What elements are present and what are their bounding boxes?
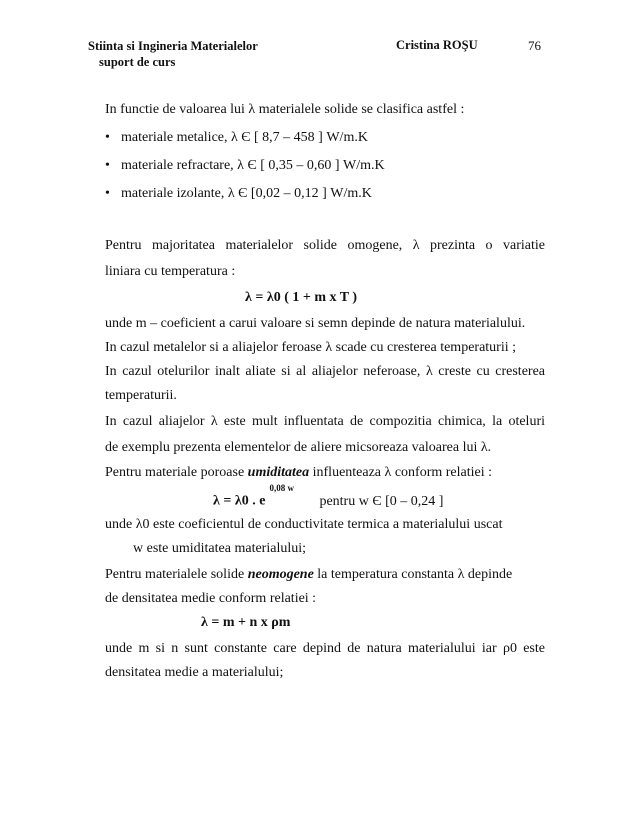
paragraph-line: unde m si n sunt constante care depind de natura materialului iar ρ0 este — [105, 641, 545, 656]
porous-prefix: Pentru materiale poroase — [105, 465, 245, 480]
intro-line: In functie de valoarea lui λ materialele solide se clasifica astfel : — [105, 102, 465, 117]
document-body — [105, 0, 545, 826]
paragraph-line: de exemplu prezenta elementelor de aliere micsoreaza valoarea lui λ. — [105, 440, 492, 455]
header-author: Cristina ROŞU — [396, 38, 478, 52]
bullet-text: materiale metalice, λ Є [ 8,7 – 458 ] W/m.K — [121, 130, 368, 145]
nonhomog-suffix: la temperatura constanta λ depinde — [317, 567, 513, 582]
formula-range: pentru w Є [0 – 0,24 ] — [319, 493, 444, 509]
bullet-icon: • — [105, 158, 110, 173]
paragraph-line: densitatea medie a materialului; — [105, 665, 284, 680]
paragraph-line — [105, 567, 545, 583]
paragraph-line: In cazul metalelor si a aliajelor feroase λ scade cu cresterea temperaturii ; — [105, 340, 517, 355]
paragraph-line: Pentru majoritatea materialelor solide omogene, λ prezinta o variatie — [105, 238, 545, 253]
paragraph-line: In cazul aliajelor λ este mult influentata de compozitia chimica, la oteluri — [105, 414, 545, 429]
formula-exponential — [213, 483, 444, 510]
paragraph-line: unde λ0 este coeficientul de conductivitate termica a materialului uscat — [105, 517, 503, 532]
paragraph-line — [105, 465, 492, 481]
porous-suffix: influenteaza λ conform relatiei : — [312, 465, 492, 480]
bullet-text: materiale izolante, λ Є [0,02 – 0,12 ] W/m.K — [121, 186, 372, 201]
formula-text: λ = λ0 ( 1 + m x T ) — [245, 290, 358, 305]
list-item — [105, 186, 372, 202]
bullet-icon: • — [105, 186, 110, 201]
page-number: 76 — [528, 38, 541, 53]
paragraph-line: unde m – coeficient a carui valoare si semn depinde de natura materialului. — [105, 316, 526, 331]
paragraph-line: de densitatea medie conform relatiei : — [105, 591, 317, 606]
list-item — [105, 158, 385, 174]
bullet-text: materiale refractare, λ Є [ 0,35 – 0,60 ] W/m.K — [121, 158, 385, 173]
nonhomog-keyword: neomogene — [247, 567, 314, 582]
formula-density — [201, 615, 290, 631]
formula-exponent: 0,08 w — [269, 483, 294, 493]
paragraph-line: temperaturii. — [105, 388, 177, 403]
formula-linear — [245, 290, 357, 306]
porous-keyword: umiditatea — [247, 465, 310, 480]
paragraph-line: liniara cu temperatura : — [105, 264, 236, 279]
header-course-title: Stiinta si Ingineria Materialelor — [88, 39, 258, 53]
nonhomog-prefix: Pentru materialele solide — [105, 567, 245, 582]
header-course-subtitle: suport de curs — [99, 55, 176, 69]
formula-text: λ = m + n x ρm — [201, 615, 291, 630]
formula-text: λ = λ0 . e — [213, 493, 266, 509]
bullet-icon: • — [105, 130, 110, 145]
paragraph-line: w este umiditatea materialului; — [133, 541, 306, 556]
list-item — [105, 130, 368, 146]
paragraph-line: In cazul otelurilor inalt aliate si al aliajelor neferoase, λ creste cu cresterea — [105, 364, 545, 379]
